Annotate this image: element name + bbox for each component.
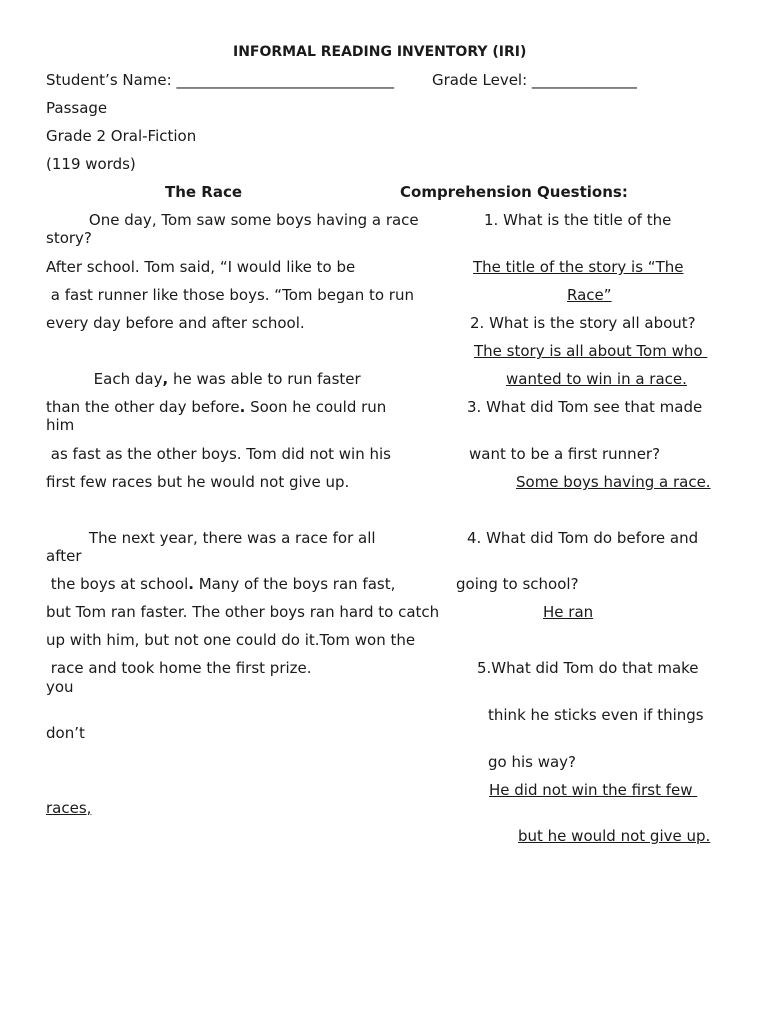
story-line: a fast runner like those boys. “Tom began to run xyxy=(46,286,414,304)
story-line: first few races but he would not give up. xyxy=(46,473,350,491)
story-line: after xyxy=(46,547,82,565)
story-text: than the other day before xyxy=(46,398,240,416)
story-text: Many of the boys ran fast, xyxy=(193,575,396,593)
story-punctuation: . xyxy=(239,398,246,416)
story-punctuation: , xyxy=(162,370,169,388)
story-heading: The Race xyxy=(165,183,243,201)
answer-2: The story is all about Tom who xyxy=(474,342,708,360)
story-line: up with him, but not one could do it.Tom won the xyxy=(46,631,416,649)
question-3: want to be a first runner? xyxy=(469,445,661,463)
word-count: (119 words) xyxy=(46,155,136,173)
answer-2: wanted to win in a race. xyxy=(506,370,687,388)
story-line: you xyxy=(46,678,74,696)
story-line xyxy=(46,398,386,416)
question-4: 4. What did Tom do before and xyxy=(467,529,699,547)
answer-5: He did not win the first few xyxy=(489,781,698,799)
questions-heading: Comprehension Questions: xyxy=(400,183,628,201)
answer-1: Race” xyxy=(567,286,612,304)
answer-3: Some boys having a race. xyxy=(516,473,711,491)
answer-1: The title of the story is “The xyxy=(473,258,684,276)
grade-label: Grade 2 Oral-Fiction xyxy=(46,127,197,145)
story-line: story? xyxy=(46,229,92,247)
story-line: After school. Tom said, “I would like to be xyxy=(46,258,356,276)
story-line: One day, Tom saw some boys having a race xyxy=(46,211,419,229)
story-text: the boys at school xyxy=(46,575,189,593)
question-5: go his way? xyxy=(488,753,577,771)
story-line: The next year, there was a race for all xyxy=(46,529,376,547)
passage-label: Passage xyxy=(46,99,108,117)
question-5: think he sticks even if things xyxy=(488,706,704,724)
answer-4: He ran xyxy=(543,603,594,621)
answer-5: but he would not give up. xyxy=(518,827,711,845)
student-name-field: Student’s Name: _____________________________ xyxy=(46,71,394,89)
story-text: Each day xyxy=(46,370,163,388)
grade-level-field: Grade Level: ______________ xyxy=(432,71,637,89)
story-line: him xyxy=(46,416,75,434)
question-4: going to school? xyxy=(456,575,579,593)
story-line: don’t xyxy=(46,724,85,742)
story-line: as fast as the other boys. Tom did not win his xyxy=(46,445,391,463)
question-2: 2. What is the story all about? xyxy=(470,314,696,332)
story-punctuation: . xyxy=(188,575,194,593)
story-line: race and took home the first prize. xyxy=(46,659,312,677)
story-line xyxy=(46,575,395,593)
question-1: 1. What is the title of the xyxy=(484,211,672,229)
story-line xyxy=(46,370,361,388)
document-title: INFORMAL READING INVENTORY (IRI) xyxy=(233,44,527,60)
story-line: but Tom ran faster. The other boys ran hard to catch xyxy=(46,603,440,621)
question-5: 5.What did Tom do that make xyxy=(477,659,699,677)
story-text: he was able to run faster xyxy=(168,370,361,388)
question-3: 3. What did Tom see that made xyxy=(467,398,703,416)
answer-5: races, xyxy=(46,799,92,817)
story-line: every day before and after school. xyxy=(46,314,305,332)
story-text: Soon he could run xyxy=(245,398,387,416)
